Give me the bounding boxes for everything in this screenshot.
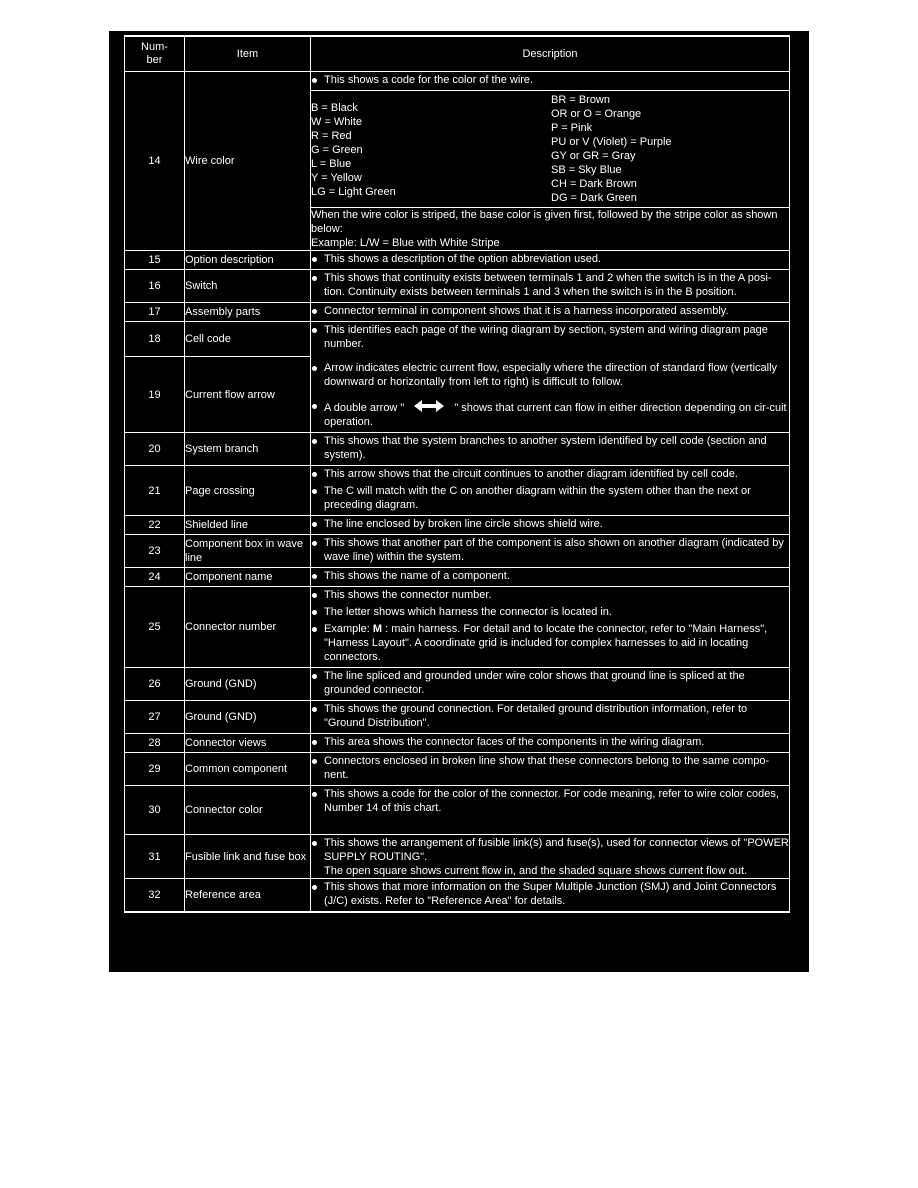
stripe-explanation	[311, 208, 790, 251]
example-harness-letter: M	[372, 623, 383, 635]
bullet-text: This shows the name of a component.	[311, 569, 789, 583]
color-code: DG = Dark Green	[551, 192, 637, 204]
row-number: 18	[125, 322, 185, 357]
header-description: Description	[311, 36, 790, 72]
row-description	[311, 786, 790, 835]
row-number: 19	[125, 357, 185, 433]
table-row	[125, 322, 790, 357]
bullet-text: Connector terminal in component shows that it is a harness incorporated assembly.	[311, 304, 789, 318]
header-item: Item	[185, 36, 311, 72]
table-row	[125, 72, 790, 91]
bullet-text: This arrow shows that the circuit continues to another diagram identified by cell code.	[311, 467, 789, 481]
row-description	[311, 587, 790, 668]
table-row	[125, 786, 790, 835]
bullet-text: Connectors enclosed in broken line show that these connectors belong to the same compo-nent.	[311, 754, 789, 782]
row-description	[311, 516, 790, 535]
row-description	[311, 568, 790, 587]
table-row	[125, 753, 790, 786]
table-row	[125, 270, 790, 303]
row-item: Current flow arrow	[185, 357, 311, 433]
row-description	[311, 753, 790, 786]
fuse-note: The open square shows current flow in, and the shaded square shows current flow out.	[324, 865, 748, 877]
row-description	[311, 879, 790, 913]
bullet-text: The letter shows which harness the connector is located in.	[311, 605, 789, 619]
color-code: SB = Sky Blue	[551, 164, 622, 176]
bullet-text: The C will match with the C on another diagram within the system other than the next or preceding diagram.	[311, 484, 789, 512]
row-number: 14	[125, 72, 185, 251]
row-number: 25	[125, 587, 185, 668]
row-item: Component name	[185, 568, 311, 587]
example-prefix: Example:	[324, 623, 373, 635]
row-number: 28	[125, 734, 185, 753]
stripe-example: Example: L/W = Blue with White Stripe	[311, 237, 500, 249]
row-item: Common component	[185, 753, 311, 786]
row-item: Assembly parts	[185, 303, 311, 322]
bullet-text: The line spliced and grounded under wire color shows that ground line is spliced at the grounded connector.	[311, 669, 789, 697]
table-row	[125, 835, 790, 879]
row-number: 29	[125, 753, 185, 786]
row-item: Ground (GND)	[185, 701, 311, 734]
row-description	[311, 433, 790, 466]
color-code: B = Black	[311, 102, 358, 114]
bullet-text: This shows a code for the color of the wire.	[311, 73, 789, 87]
color-code: BR = Brown	[551, 94, 610, 106]
row-item: Connector number	[185, 587, 311, 668]
connector-example	[311, 622, 789, 664]
bullet-text: This shows the arrangement of fusible link(s) and fuse(s), used for connector views of "POWER SUPPLY ROUTING".	[311, 836, 789, 864]
wiring-diagram-reference-sheet	[109, 31, 809, 972]
row-description	[311, 72, 790, 91]
color-code: R = Red	[311, 130, 352, 142]
row-description	[311, 701, 790, 734]
row-item: Fusible link and fuse box	[185, 835, 311, 879]
bullet-text: Arrow indicates electric current flow, especially where the direction of standard flow (vertically downward or horizontally from left to right) is difficult to follow.	[311, 361, 789, 389]
row-item: Connector views	[185, 734, 311, 753]
table-row	[125, 466, 790, 516]
bullet-text: This area shows the connector faces of the components in the wiring diagram.	[311, 735, 789, 749]
arrow-note-prefix: A double arrow "	[324, 402, 405, 414]
bullet-text: This shows that another part of the component is also shown on another diagram (indicated by wave line) within the system.	[311, 536, 789, 564]
color-code: W = White	[311, 116, 363, 128]
table-header-row	[125, 36, 790, 72]
row-item: Page crossing	[185, 466, 311, 516]
bullet-text: This shows that continuity exists between terminals 1 and 2 when the switch is in the A posi-tion. Continuity exists between terminals 1 and 3 when the switch is in the B position.	[311, 271, 789, 299]
row-description	[311, 251, 790, 270]
row-description	[311, 322, 790, 433]
color-code: CH = Dark Brown	[551, 178, 637, 190]
table-row	[125, 701, 790, 734]
row-number: 23	[125, 535, 185, 568]
color-code: LG = Light Green	[311, 186, 396, 198]
row-number: 30	[125, 786, 185, 835]
color-code: L = Blue	[311, 158, 352, 170]
row-item: Option description	[185, 251, 311, 270]
row-item: Connector color	[185, 786, 311, 835]
bullet-text: This shows that more information on the Super Multiple Junction (SMJ) and Joint Connectors (J/C) exists. Refer to "Reference Area" for details.	[311, 880, 789, 908]
bullet-text: This identifies each page of the wiring diagram by section, system and wiring diagram page number.	[311, 323, 789, 351]
bullet-text: This shows that the system branches to another system identified by cell code (section and system).	[311, 434, 789, 462]
bullet-text: This shows the ground connection. For detailed ground distribution information, refer to "Ground Distribution".	[311, 702, 789, 730]
table-row	[125, 879, 790, 913]
color-code-column-left	[311, 93, 549, 205]
bullet-text: This shows a description of the option abbreviation used.	[311, 252, 789, 266]
row-item: Switch	[185, 270, 311, 303]
row-item: Wire color	[185, 72, 311, 251]
table-row	[125, 587, 790, 668]
row-number: 27	[125, 701, 185, 734]
row-item: Component box in wave line	[185, 535, 311, 568]
table-row	[125, 668, 790, 701]
row-description	[311, 668, 790, 701]
row-description	[311, 734, 790, 753]
bullet-text: This shows a code for the color of the connector. For code meaning, refer to wire color codes, Number 14 of this chart.	[311, 787, 789, 815]
row-number: 22	[125, 516, 185, 535]
row-description	[311, 466, 790, 516]
row-description	[311, 535, 790, 568]
row-number: 26	[125, 668, 185, 701]
table-row	[125, 433, 790, 466]
row-item: System branch	[185, 433, 311, 466]
row-number: 16	[125, 270, 185, 303]
stripe-note: When the wire color is striped, the base color is given first, followed by the stripe color as shown below:	[311, 209, 778, 235]
row-number: 31	[125, 835, 185, 879]
table-row	[125, 535, 790, 568]
arrow-note-suffix: " shows that current can flow in either direction depending on cir-cuit operation.	[324, 402, 787, 428]
wiring-diagram-legend-table	[124, 35, 790, 913]
row-item: Shielded line	[185, 516, 311, 535]
table-row	[125, 516, 790, 535]
color-code: PU or V (Violet) = Purple	[551, 136, 672, 148]
row-number: 21	[125, 466, 185, 516]
row-number: 32	[125, 879, 185, 913]
table-row	[125, 251, 790, 270]
color-code: Y = Yellow	[311, 172, 362, 184]
color-code: P = Pink	[551, 122, 593, 134]
row-number: 17	[125, 303, 185, 322]
color-code-list	[311, 91, 790, 208]
bullet-text: This shows the connector number.	[311, 588, 789, 602]
color-code-column-right	[549, 93, 789, 205]
color-code: G = Green	[311, 144, 363, 156]
example-text: : main harness. For detail and to locate the connector, refer to "Main Harness", "Harness Layout". A coordinate grid is included for complex harnesses to aid in locating connectors.	[324, 623, 768, 663]
row-item: Ground (GND)	[185, 668, 311, 701]
row-number: 15	[125, 251, 185, 270]
row-description	[311, 303, 790, 322]
color-code: OR or O = Orange	[551, 108, 642, 120]
row-description	[311, 835, 790, 879]
table-row	[125, 303, 790, 322]
header-number: Num- ber	[125, 36, 185, 72]
row-item: Cell code	[185, 322, 311, 357]
table-row	[125, 568, 790, 587]
table-row	[125, 734, 790, 753]
bullet-text: The line enclosed by broken line circle shows shield wire.	[311, 517, 789, 531]
double-arrow-icon	[412, 399, 446, 413]
color-code: GY or GR = Gray	[551, 150, 636, 162]
row-item: Reference area	[185, 879, 311, 913]
row-number: 24	[125, 568, 185, 587]
row-number: 20	[125, 433, 185, 466]
double-arrow-note	[311, 399, 789, 429]
row-description	[311, 270, 790, 303]
